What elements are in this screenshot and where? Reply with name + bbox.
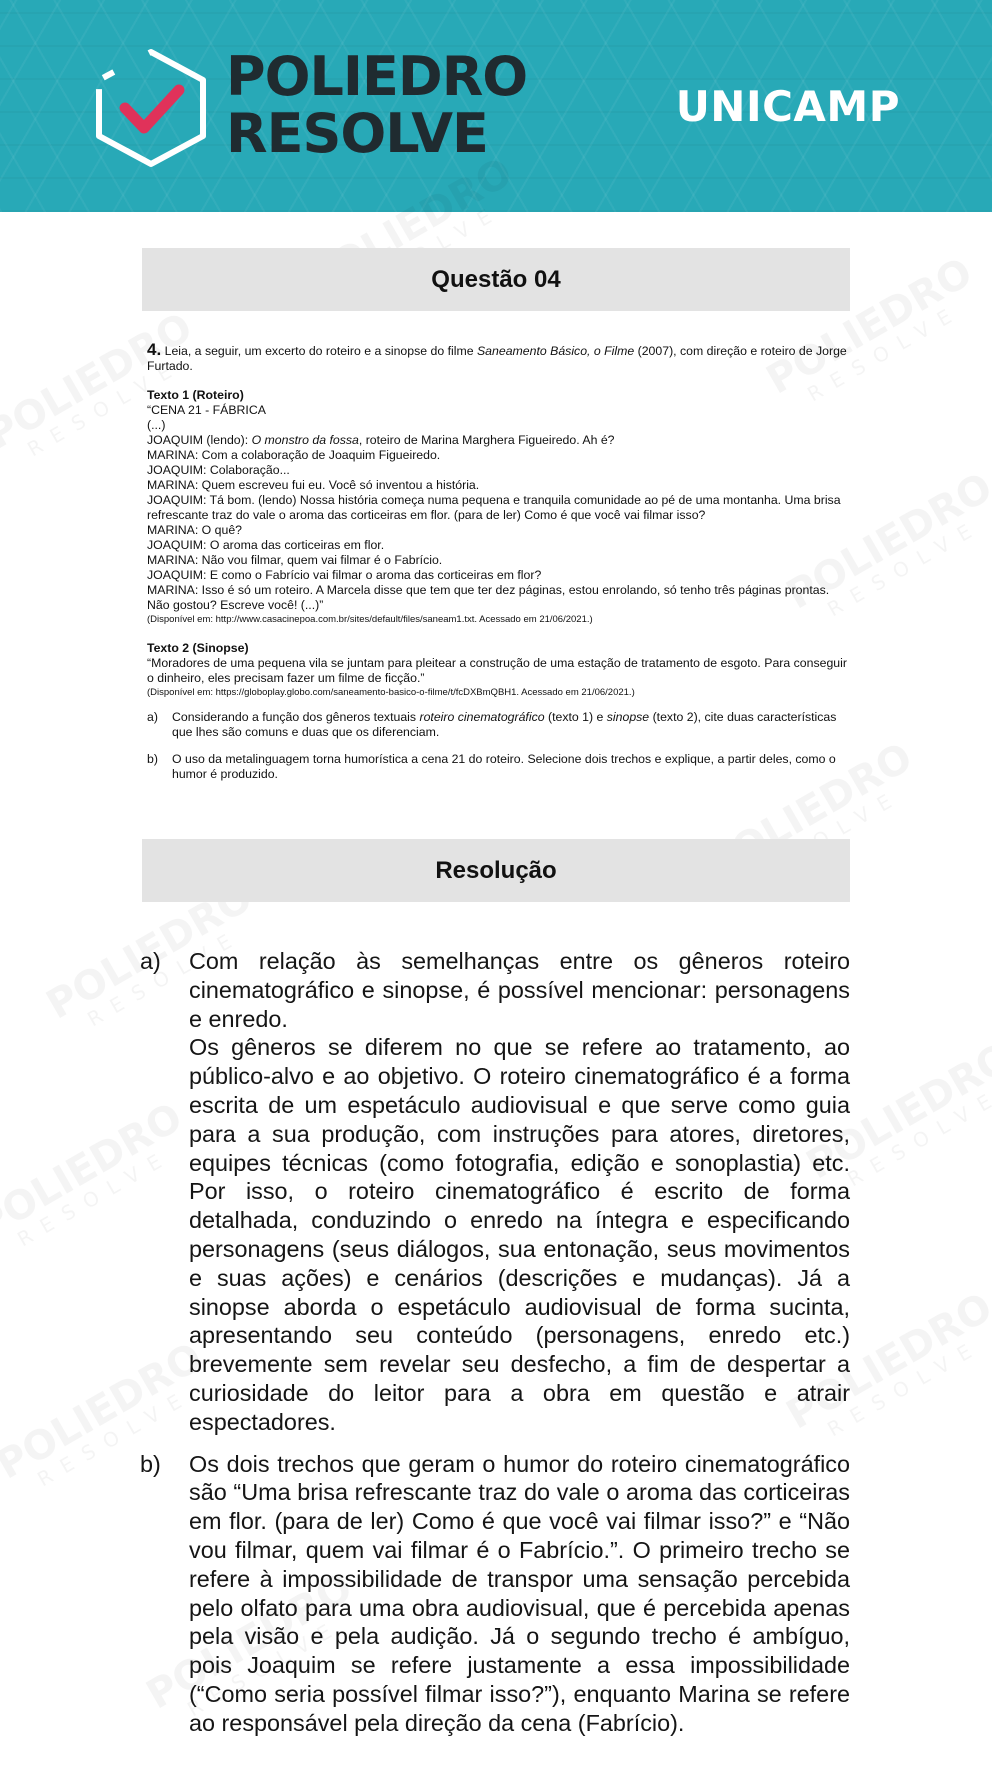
question-item-a [147, 710, 847, 740]
text1-line: MARINA: Isso é só um roteiro. A Marcela disse que tem que ter dez páginas, estou enrolando, só tenho três páginas prontas. Não gostou? Escreve você! (...)” [147, 583, 830, 612]
item-text: Considerando a função dos gêneros textuais roteiro cinematográfico (texto 1) e sinopse (texto 2), cite duas características que lhes são comuns e duas que os diferenciam. [172, 710, 837, 739]
text1-line: (...) [147, 418, 166, 432]
text1-line: MARINA: Quem escreveu fui eu. Você só inventou a história. [147, 478, 480, 492]
answer-text [189, 1450, 850, 1738]
brand-logo-text [226, 45, 528, 165]
answer-paragraph: Os gêneros se diferem no que se refere ao tratamento, ao público-alvo e ao objetivo. O roteiro cinematográfico é a forma escrita de um espetáculo audiovisual e que serve como guia para a sua produção, com instruções para atores, diretores, equipes técnicas (como fotografia, edição e sonoplastia) etc. Por isso, o roteiro cinematográfico é escrito de forma detalhada, conduzindo o enredo na íntegra e especificando personagens (seus diálogos, sua entonação, seus movimentos e suas ações) e cenários (descrições e mudanças). Já a sinopse aborda o espetáculo audiovisual de forma sucinta, apresentando seu conteúdo (personagens, enredo etc.) brevemente sem revelar seu desfecho, a fim de despertar a curiosidade do leitor para a obra em questão e atrair espectadores. [189, 1034, 850, 1435]
answer-paragraph: Os dois trechos que geram o humor do roteiro cinematográfico são “Uma brisa refrescante traz do vale o aroma das corticeiras em flor. (para de ler) Como é que você vai filmar isso?” e “Não vou filmar, quem vai filmar é o Fabrício.”. O primeiro trecho se refere à impossibilidade de transpor uma sensação percebida pelo olfato para uma obra audiovisual, que é percebida apenas pela visão e pela audição. Já o segundo trecho é ambíguo, pois Joaquim se refere justamente a essa impossibilidade (“Como seria possível filmar isso?”), enquanto Marina se refere ao responsável pela direção da cena (Fabrício). [189, 1450, 850, 1736]
question-statement [147, 342, 847, 782]
text1-line: MARINA: O quê? [147, 523, 242, 537]
question-title: Questão 04 [431, 266, 561, 293]
answer-text [189, 947, 850, 1437]
answer-paragraph: Com relação às semelhanças entre os gêneros roteiro cinematográfico e sinopse, é possível mencionar: personagens e enredo. [189, 948, 850, 1032]
text2-body: “Moradores de uma pequena vila se juntam para pleitear a construção de uma estação de tratamento de esgoto. Para conseguir o dinheiro, eles precisam fazer um filme de ficção.” [147, 656, 847, 685]
text2-source: (Disponível em: https://globoplay.globo.com/saneamento-basico-o-filme/t/fcDXBmQBH1. Acessado em 21/06/2021.) [147, 687, 635, 698]
text1-line: MARINA: Não vou filmar, quem vai filmar é o Fabrício. [147, 553, 443, 567]
answer-label: b) [140, 1450, 161, 1477]
page-header [0, 0, 992, 212]
text1-line: JOAQUIM (lendo): O monstro da fossa, roteiro de Marina Marghera Figueiredo. Ah é? [147, 433, 615, 447]
exam-name: UNICAMP [675, 82, 900, 131]
text1-source: (Disponível em: http://www.casacinepoa.com.br/sites/default/files/saneam1.txt. Acessado em 21/06/2021.) [147, 614, 593, 625]
text1-title: Texto 1 (Roteiro) [147, 388, 244, 402]
text1-line: MARINA: Com a colaboração de Joaquim Figueiredo. [147, 448, 441, 462]
question-intro: 4. Leia, a seguir, um excerto do roteiro e a sinopse do filme Saneamento Básico, o Filme (2007), com direção e roteiro de Jorge Furtado. [147, 340, 847, 373]
answer-label: a) [140, 948, 161, 974]
text1-line: “CENA 21 - FÁBRICA [147, 403, 266, 417]
resolution-body [140, 947, 850, 1738]
question-title-bar [142, 248, 850, 311]
checkmark-hexagon-icon [92, 48, 210, 168]
resolution-title-bar [142, 839, 850, 902]
question-number: 4. [147, 340, 162, 359]
text2-title: Texto 2 (Sinopse) [147, 641, 249, 655]
text1-line: JOAQUIM: Colaboração... [147, 463, 290, 477]
resolution-title: Resolução [435, 857, 557, 884]
brand-line-2: RESOLVE [226, 102, 488, 165]
item-label: b) [147, 752, 158, 766]
answer-b [140, 1450, 850, 1738]
text1-line: JOAQUIM: Tá bom. (lendo) Nossa história começa numa pequena e tranquila comunidade ao pé de uma montanha. Uma brisa refrescante traz do vale o aroma das corticeiras em flor. (para de ler) Como é que você vai filmar isso? [147, 493, 841, 522]
brand-line-1: POLIEDRO [226, 45, 528, 108]
film-title: Saneamento Básico, o Filme [476, 344, 635, 358]
item-label: a) [147, 710, 158, 724]
answer-a [140, 947, 850, 1437]
question-item-b [147, 752, 847, 782]
item-text: O uso da metalinguagem torna humorística a cena 21 do roteiro. Selecione dois trechos e explique, a partir deles, como o humor é produzido. [172, 752, 836, 781]
text1-line: JOAQUIM: E como o Fabrício vai filmar o aroma das corticeiras em flor? [147, 568, 542, 582]
text1-line: JOAQUIM: O aroma das corticeiras em flor. [147, 538, 385, 552]
